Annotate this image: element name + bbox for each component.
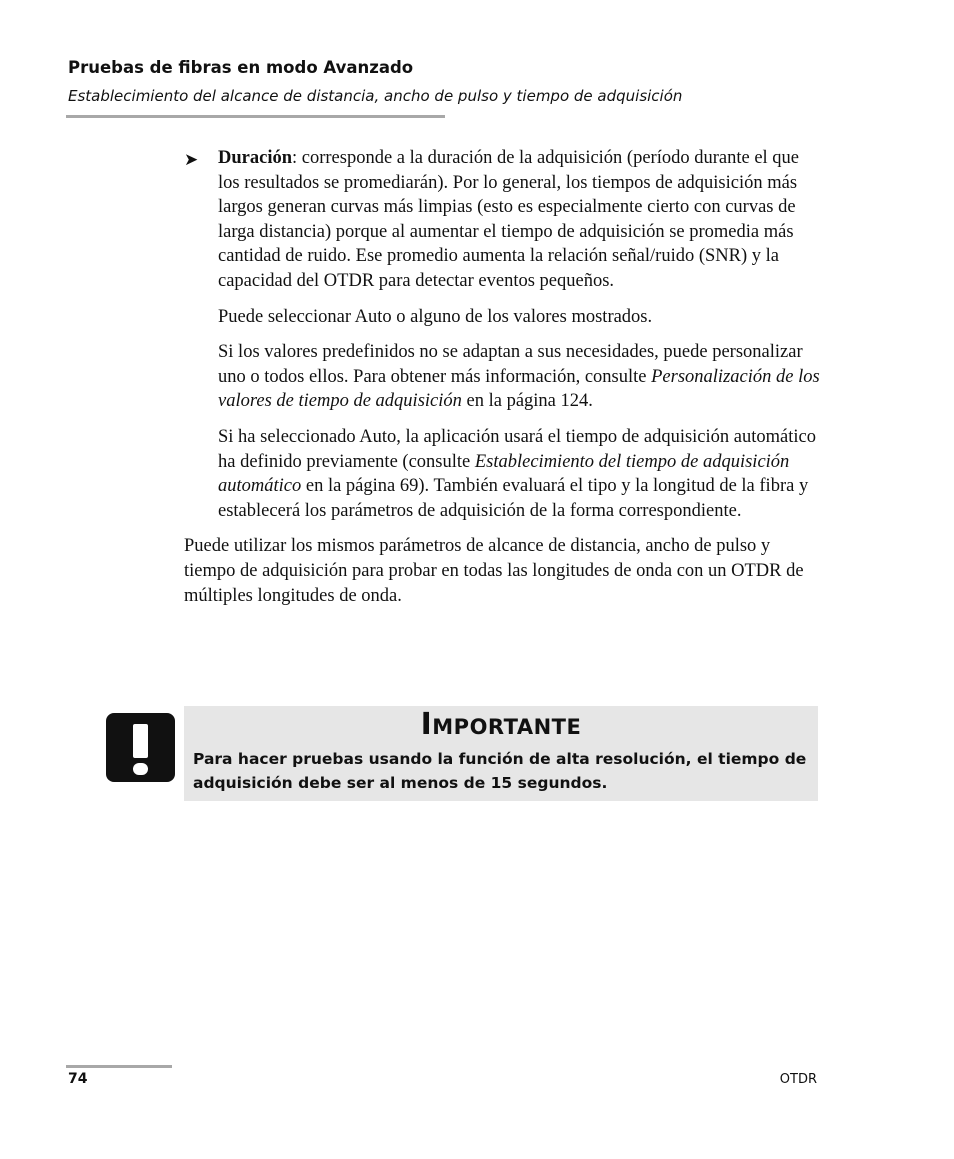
footer-divider	[66, 1065, 172, 1068]
important-title: Importante	[420, 707, 582, 742]
bullet-arrow-icon: ➤	[184, 150, 199, 170]
important-notice-box	[184, 706, 818, 801]
custom-values-paragraph	[184, 340, 820, 414]
duration-term: Duración	[218, 148, 292, 168]
auto-acquisition-paragraph	[184, 425, 820, 523]
duration-bullet-item	[184, 146, 820, 294]
auto-acquisition-rest: en la página 69). También evaluará el tipo y la longitud de la fibra y establecerá los parámetros de adquisición de la forma correspondiente.	[218, 476, 809, 521]
exclamation-dot	[133, 763, 148, 775]
exclamation-bar	[133, 724, 148, 758]
multi-wavelength-paragraph: Puede utilizar los mismos parámetros de alcance de distancia, ancho de pulso y tiempo de adquisición para probar en todas las longitudes de onda con un OTDR de múltiples longitudes de onda.	[184, 536, 804, 606]
important-warning-icon	[106, 713, 175, 782]
custom-values-reference[interactable]: Personalización de los valores de tiempo de adquisición	[218, 366, 820, 412]
duration-description: : corresponde a la duración de la adquisición (período durante el que los resultados se promediarán). Por lo general, los tiempos de adquisición más largos generan curvas más limpias (esto es especialmente cierto con curvas de larga distancia) porque al aumentar el tiempo de adquisición se promedia más cantidad de ruido. Ese promedio aumenta la relación señal/ruido (SNR) y la capacidad del OTDR para detectar eventos pequeños.	[218, 148, 800, 291]
header-divider	[66, 115, 445, 118]
custom-values-page-ref: en la página 124.	[461, 391, 593, 412]
footer-product-name: OTDR	[779, 1072, 817, 1087]
page-header-subtitle: Establecimiento del alcance de distancia, ancho de pulso y tiempo de adquisición	[68, 87, 683, 105]
main-content	[184, 146, 820, 619]
footer-page-number: 74	[68, 1071, 88, 1087]
custom-values-text: Si los valores predefinidos no se adaptan a sus necesidades, puede personalizar uno o todos ellos. Para obtener más información, consulte	[218, 342, 803, 387]
select-auto-paragraph: Puede seleccionar Auto o alguno de los valores mostrados.	[218, 306, 653, 327]
important-text: Para hacer pruebas usando la función de alta resolución, el tiempo de adquisición debe ser al menos de 15 segundos.	[193, 750, 807, 792]
auto-acquisition-text: Si ha seleccionado Auto, la aplicación usará el tiempo de adquisición automático ha definido previamente (consulte	[218, 426, 816, 472]
auto-acquisition-reference[interactable]: Establecimiento del tiempo de adquisición automático	[218, 451, 790, 497]
page-header-title: Pruebas de fibras en modo Avanzado	[68, 58, 414, 77]
